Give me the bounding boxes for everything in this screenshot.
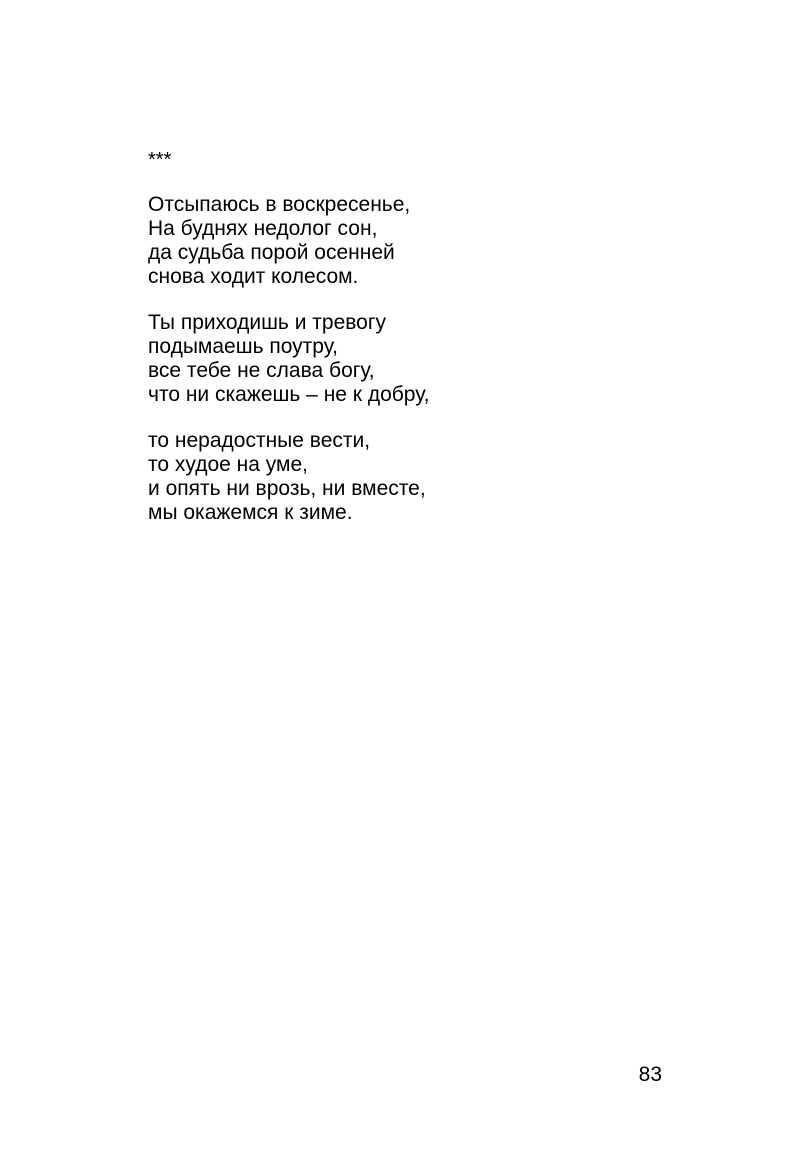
poem-line: мы окажемся к зиме.: [148, 501, 353, 524]
stanza-2: [148, 311, 708, 407]
poem-line: Отсыпаюсь в воскресенье,: [148, 193, 411, 216]
poem-line: На буднях недолог сон,: [148, 217, 378, 240]
poem-line: снова ходит колесом.: [148, 265, 359, 288]
poem-line: то нерадостные вести,: [148, 429, 371, 452]
poem-line: подымаешь поутру,: [148, 335, 338, 358]
page-number: 83: [638, 1063, 662, 1086]
poem-line: да судьба порой осенней: [148, 241, 395, 264]
poem: [148, 148, 708, 547]
poem-line: и опять ни врозь, ни вместе,: [148, 477, 426, 500]
poem-line: что ни скажешь – не к добру,: [148, 383, 430, 406]
poem-separator: ***: [148, 149, 172, 171]
poem-line: все тебе не слава богу,: [148, 359, 375, 382]
stanza-1: [148, 193, 708, 289]
poem-line: Ты приходишь и тревогу: [148, 311, 387, 334]
stanza-3: [148, 429, 708, 525]
poem-line: то худое на уме,: [148, 453, 308, 476]
